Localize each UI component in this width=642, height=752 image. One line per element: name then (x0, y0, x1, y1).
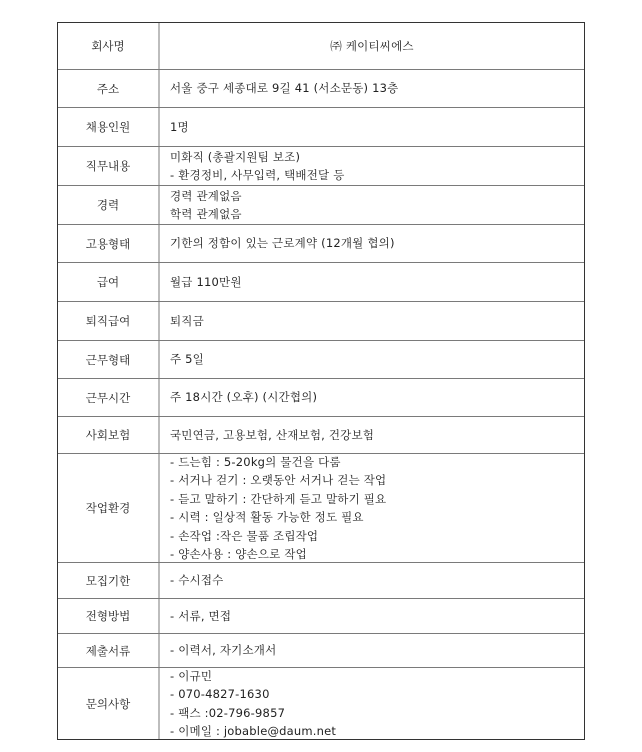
headcount-text: 1명 (170, 119, 189, 134)
work-environment-item: - 손작업 :작은 물품 조립작업 (170, 528, 319, 543)
employment-type-text: 기한의 정함이 있는 근로계약 (12개월 협의) (170, 236, 395, 250)
label-company-name: 회사명 (91, 39, 125, 53)
company-name-text: ㈜ 케이티씨에스 (330, 38, 414, 53)
row-company-name (58, 23, 584, 70)
value-required-documents (170, 634, 576, 667)
address-text: 서울 중구 세종대로 9길 41 (서소문동) 13층 (170, 81, 399, 95)
label-social-insurance: 사회보험 (85, 428, 131, 442)
row-job-description (58, 147, 584, 186)
job-description-line: 미화직 (총괄지원팀 보조) (170, 149, 301, 164)
label-deadline: 모집기한 (85, 573, 131, 588)
label-employment-type: 고용형태 (85, 236, 131, 251)
label-job-description: 직무내용 (85, 159, 131, 173)
selection-method-text: - 서류, 면접 (170, 608, 232, 623)
value-severance (170, 302, 576, 340)
value-deadline (170, 563, 576, 598)
value-social-insurance (170, 417, 576, 453)
row-address (58, 70, 584, 108)
work-environment-item: - 드는힘 : 5-20kg의 물건을 다룸 (170, 454, 341, 469)
label-salary: 급여 (96, 275, 120, 289)
row-selection-method (58, 599, 584, 634)
label-selection-method: 전형방법 (85, 609, 131, 623)
job-posting-table (57, 22, 585, 740)
label-address: 주소 (96, 81, 120, 96)
value-contact (170, 668, 576, 739)
label-work-hours: 근무시간 (85, 390, 131, 405)
row-social-insurance (58, 417, 584, 454)
value-address (170, 70, 576, 107)
label-work-type: 근무형태 (85, 352, 131, 367)
work-environment-item: - 서거나 걷기 : 오랫동안 서거나 걷는 작업 (170, 473, 387, 487)
work-environment-item: - 듣고 말하기 : 간단하게 듣고 말하기 필요 (170, 491, 387, 506)
row-contact (58, 668, 584, 739)
row-work-hours (58, 379, 584, 417)
value-work-hours (170, 379, 576, 416)
value-work-environment (170, 454, 576, 562)
label-experience: 경력 (96, 198, 120, 212)
value-work-type (170, 341, 576, 378)
row-headcount (58, 108, 584, 147)
row-deadline (58, 563, 584, 599)
row-work-environment (58, 454, 584, 563)
contact-phone: - 070-4827-1630 (170, 687, 270, 701)
work-hours-text: 주 18시간 (오후) (시간협의) (170, 390, 318, 404)
label-required-documents: 제출서류 (85, 643, 131, 658)
value-headcount (170, 108, 576, 146)
value-selection-method (170, 599, 576, 633)
row-work-type (58, 341, 584, 379)
value-company-name (160, 23, 584, 69)
row-salary (58, 263, 584, 302)
deadline-text: - 수시접수 (170, 573, 224, 587)
job-description-line: - 환경정비, 사무입력, 택배전달 등 (170, 168, 345, 182)
value-employment-type (170, 225, 576, 262)
salary-text: 월급 110만원 (170, 274, 242, 289)
label-severance: 퇴직급여 (85, 314, 131, 328)
value-salary (170, 263, 576, 301)
value-experience (170, 186, 576, 224)
severance-text: 퇴직금 (170, 313, 204, 328)
row-employment-type (58, 225, 584, 263)
social-insurance-text: 국민연금, 고용보험, 산재보험, 건강보험 (170, 427, 375, 442)
required-documents-text: - 이력서, 자기소개서 (170, 643, 277, 657)
contact-email: - 이메일 : jobable@daum.net (170, 724, 337, 738)
label-contact: 문의사항 (85, 696, 131, 711)
work-environment-item: - 양손사용 : 양손으로 작업 (170, 547, 307, 561)
row-severance (58, 302, 584, 341)
label-headcount: 채용인원 (85, 120, 131, 134)
work-type-text: 주 5일 (170, 352, 204, 366)
contact-fax: - 팩스 :02-796-9857 (170, 705, 286, 720)
experience-line: 경력 관계없음 (170, 188, 242, 203)
row-experience (58, 186, 584, 225)
work-environment-item: - 시력 : 일상적 활동 가능한 정도 필요 (170, 510, 364, 524)
value-job-description (170, 147, 576, 185)
label-work-environment: 작업환경 (85, 501, 131, 515)
contact-name: - 이규민 (170, 668, 213, 683)
education-line: 학력 관계없음 (170, 207, 242, 221)
row-required-documents (58, 634, 584, 668)
